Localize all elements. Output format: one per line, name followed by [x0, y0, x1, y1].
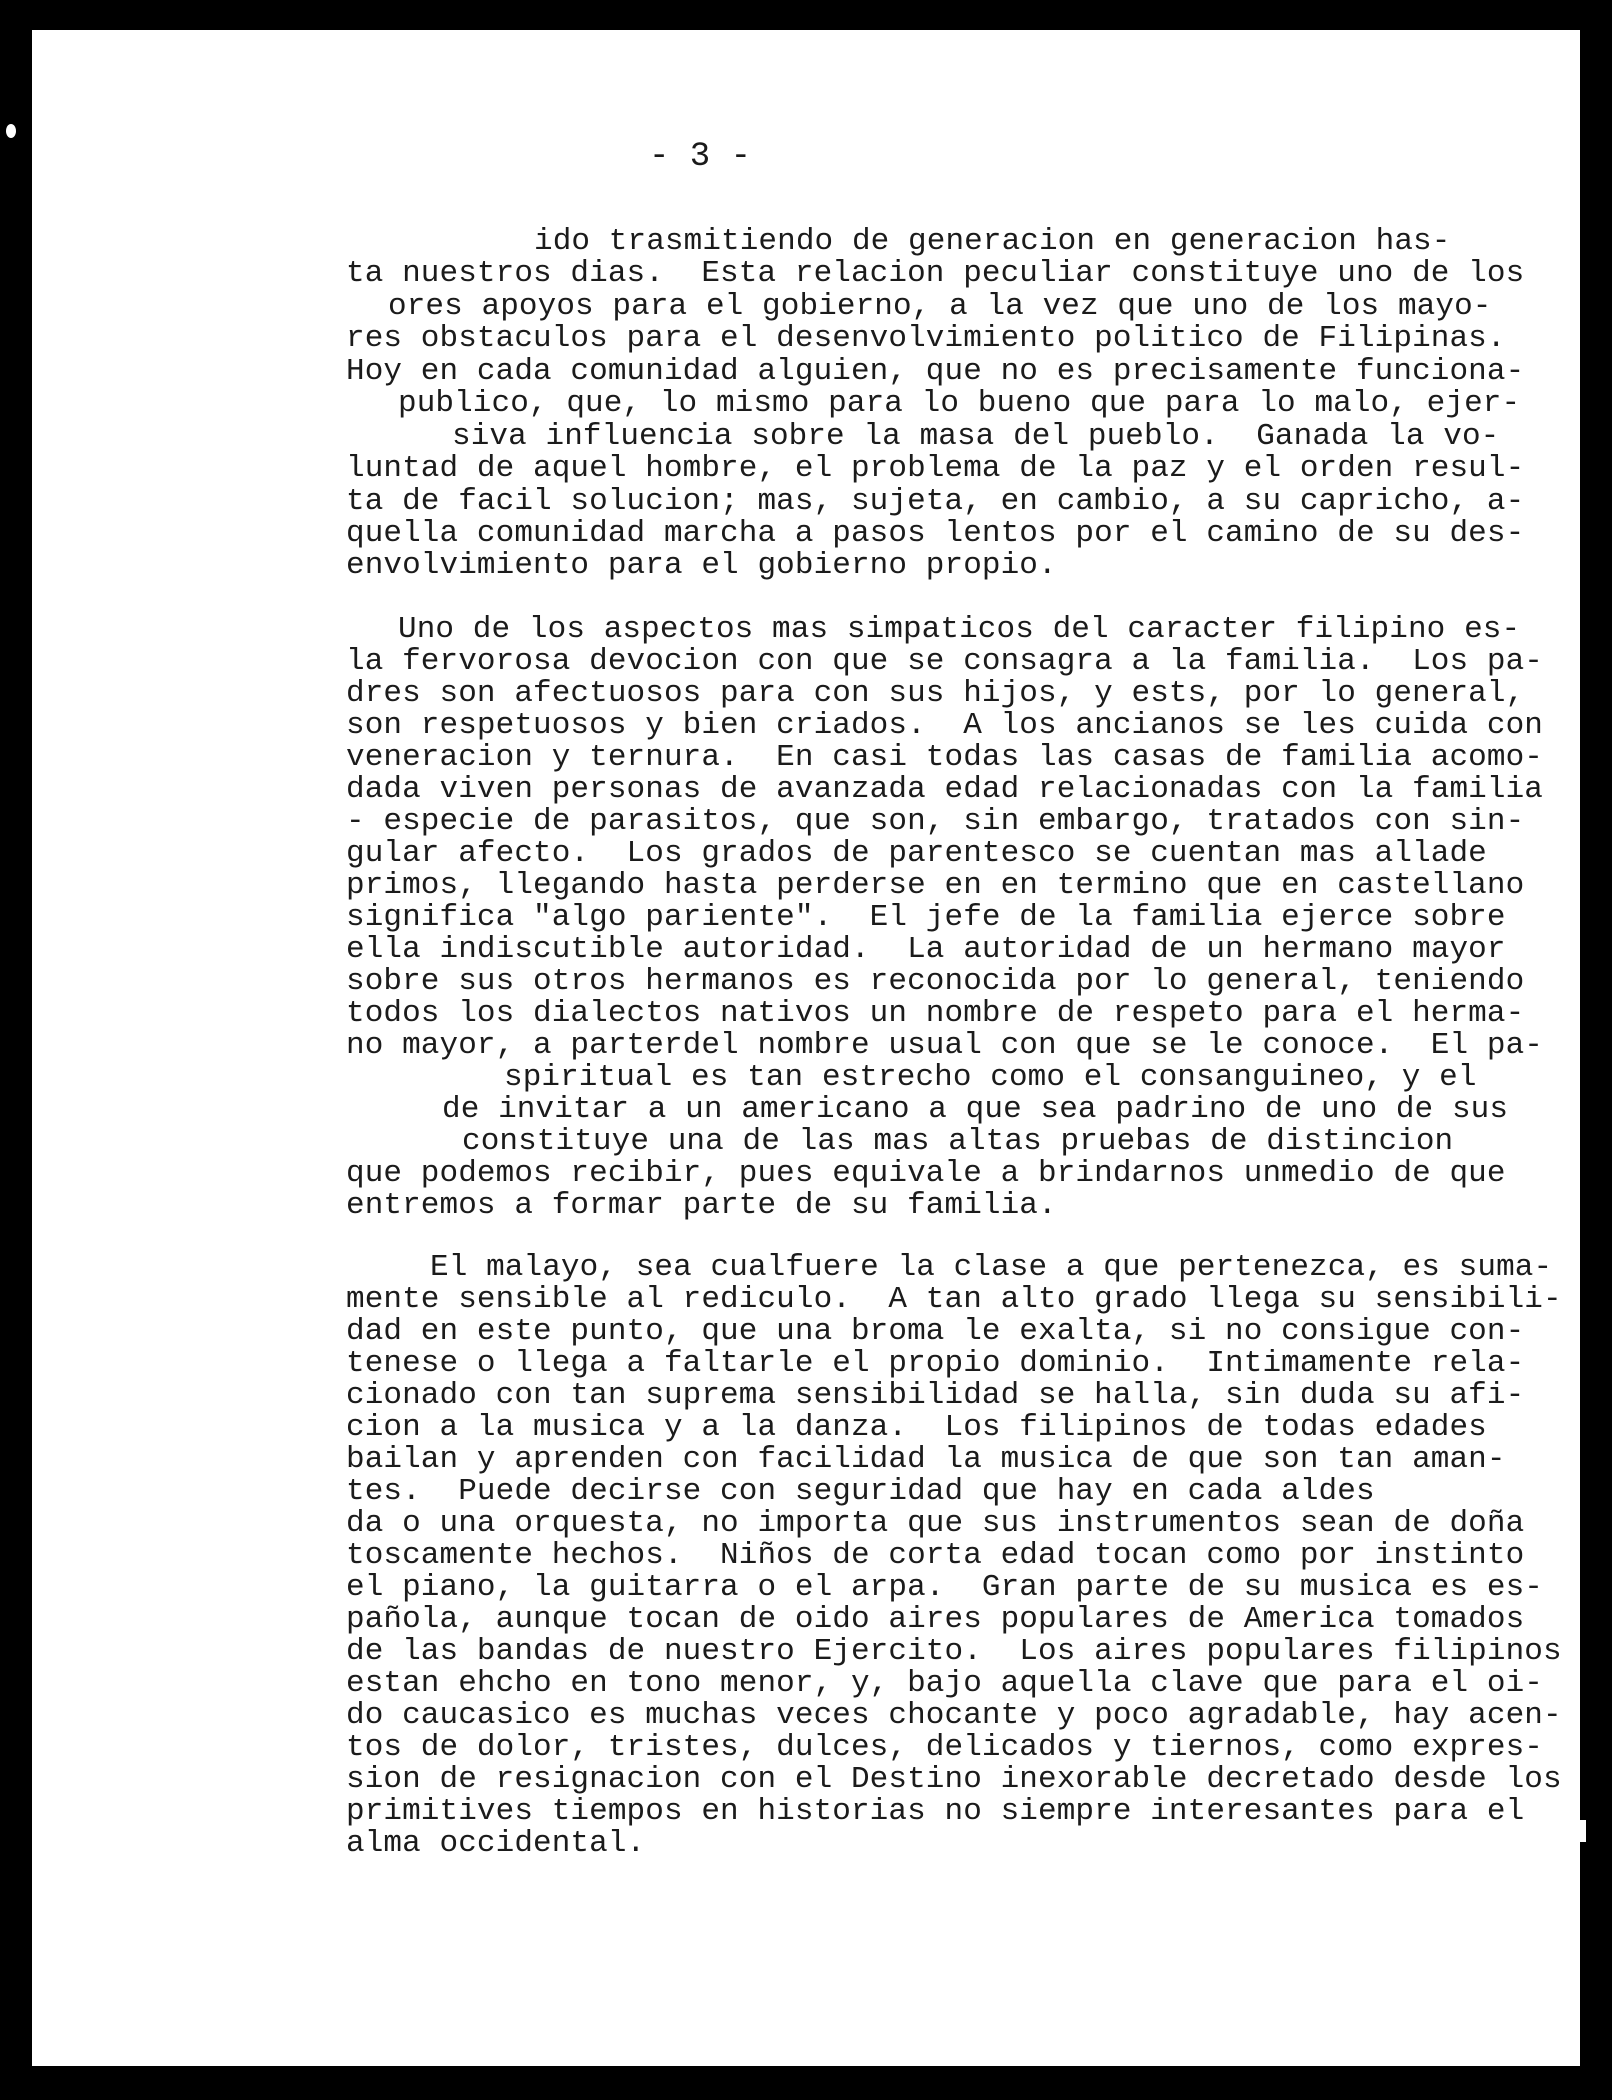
text-line: ella indiscutible autoridad. La autoridad de un hermano mayor [346, 932, 1506, 967]
text-line: el piano, la guitarra o el arpa. Gran parte de su musica es es- [346, 1570, 1543, 1605]
text-line: constituye una de las mas altas pruebas de distincion [462, 1124, 1454, 1159]
text-line: primos, llegando hasta perderse en en termino que en castellano [346, 868, 1525, 903]
text-line: res obstaculos para el desenvolvimiento politico de Filipinas. [346, 321, 1506, 356]
text-line: do caucasico es muchas veces chocante y poco agradable, hay acen- [346, 1698, 1562, 1733]
text-line: bailan y aprenden con facilidad la musica de que son tan aman- [346, 1442, 1506, 1477]
text-line: toscamente hechos. Niños de corta edad tocan como por instinto [346, 1538, 1525, 1573]
text-line: Uno de los aspectos mas simpaticos del caracter filipino es- [398, 612, 1521, 647]
text-line: siva influencia sobre la masa del pueblo. Ganada la vo- [452, 419, 1500, 454]
text-line: tenese o llega a faltarle el propio dominio. Intimamente rela- [346, 1346, 1525, 1381]
text-line: ido trasmitiendo de generacion en generacion has- [534, 224, 1451, 259]
text-line: gular afecto. Los grados de parentesco se cuentan mas allade [346, 836, 1487, 871]
scan-edge-mark [1578, 1820, 1586, 1842]
text-line: mente sensible al rediculo. A tan alto grado llega su sensibili- [346, 1282, 1562, 1317]
text-line: significa "algo pariente". El jefe de la familia ejerce sobre [346, 900, 1506, 935]
document-page [32, 30, 1580, 2066]
text-line: ta de facil solucion; mas, sujeta, en cambio, a su capricho, a- [346, 484, 1525, 519]
text-line: Hoy en cada comunidad alguien, que no es precisamente funciona- [346, 354, 1525, 389]
text-line: publico, que, lo mismo para lo bueno que para lo malo, ejer- [398, 386, 1521, 421]
text-line: de las bandas de nuestro Ejercito. Los aires populares filipinos [346, 1634, 1562, 1669]
text-line: no mayor, a parterdel nombre usual con que se le conoce. El pa- [346, 1028, 1543, 1063]
text-line: quella comunidad marcha a pasos lentos por el camino de su des- [346, 516, 1525, 551]
text-line: envolvimiento para el gobierno propio. [346, 548, 1057, 583]
text-line: cionado con tan suprema sensibilidad se halla, sin duda su afi- [346, 1378, 1525, 1413]
text-line: son respetuosos y bien criados. A los ancianos se les cuida con [346, 708, 1543, 743]
text-line: veneracion y ternura. En casi todas las casas de familia acomo- [346, 740, 1543, 775]
text-line: que podemos recibir, pues equivale a brindarnos unmedio de que [346, 1156, 1506, 1191]
text-line: tos de dolor, tristes, dulces, delicados y tiernos, como expres- [346, 1730, 1543, 1765]
text-line: dad en este punto, que una broma le exalta, si no consigue con- [346, 1314, 1525, 1349]
text-line: alma occidental. [346, 1826, 646, 1861]
text-line: tes. Puede decirse con seguridad que hay en cada aldes [346, 1474, 1375, 1509]
text-line: primitives tiempos en historias no siempre interesantes para el [346, 1794, 1525, 1829]
text-line: dada viven personas de avanzada edad relacionadas con la familia [346, 772, 1543, 807]
scan-speck [6, 124, 16, 138]
text-line: sobre sus otros hermanos es reconocida por lo general, teniendo [346, 964, 1525, 999]
text-line: El malayo, sea cualfuere la clase a que pertenezca, es suma- [430, 1250, 1553, 1285]
text-line: ta nuestros dias. Esta relacion peculiar constituye uno de los [346, 256, 1525, 291]
text-line: pañola, aunque tocan de oido aires populares de America tomados [346, 1602, 1525, 1637]
text-line: dres son afectuosos para con sus hijos, y ests, por lo general, [346, 676, 1525, 711]
text-line: luntad de aquel hombre, el problema de la paz y el orden resul- [346, 451, 1525, 486]
text-line: estan ehcho en tono menor, y, bajo aquella clave que para el oi- [346, 1666, 1543, 1701]
page-number: - 3 - [648, 138, 752, 176]
text-line: cion a la musica y a la danza. Los filipinos de todas edades [346, 1410, 1487, 1445]
text-line: sion de resignacion con el Destino inexorable decretado desde los [346, 1762, 1562, 1797]
text-line: de invitar a un americano a que sea padrino de uno de sus [442, 1092, 1509, 1127]
text-line: ores apoyos para el gobierno, a la vez que uno de los mayo- [388, 289, 1492, 324]
text-line: - especie de parasitos, que son, sin embargo, tratados con sin- [346, 804, 1525, 839]
text-line: entremos a formar parte de su familia. [346, 1188, 1057, 1223]
text-line: todos los dialectos nativos un nombre de respeto para el herma- [346, 996, 1525, 1031]
text-line: la fervorosa devocion con que se consagra a la familia. Los pa- [346, 644, 1543, 679]
text-line: spiritual es tan estrecho como el consanguineo, y el [504, 1060, 1477, 1095]
text-line: da o una orquesta, no importa que sus instrumentos sean de doña [346, 1506, 1525, 1541]
